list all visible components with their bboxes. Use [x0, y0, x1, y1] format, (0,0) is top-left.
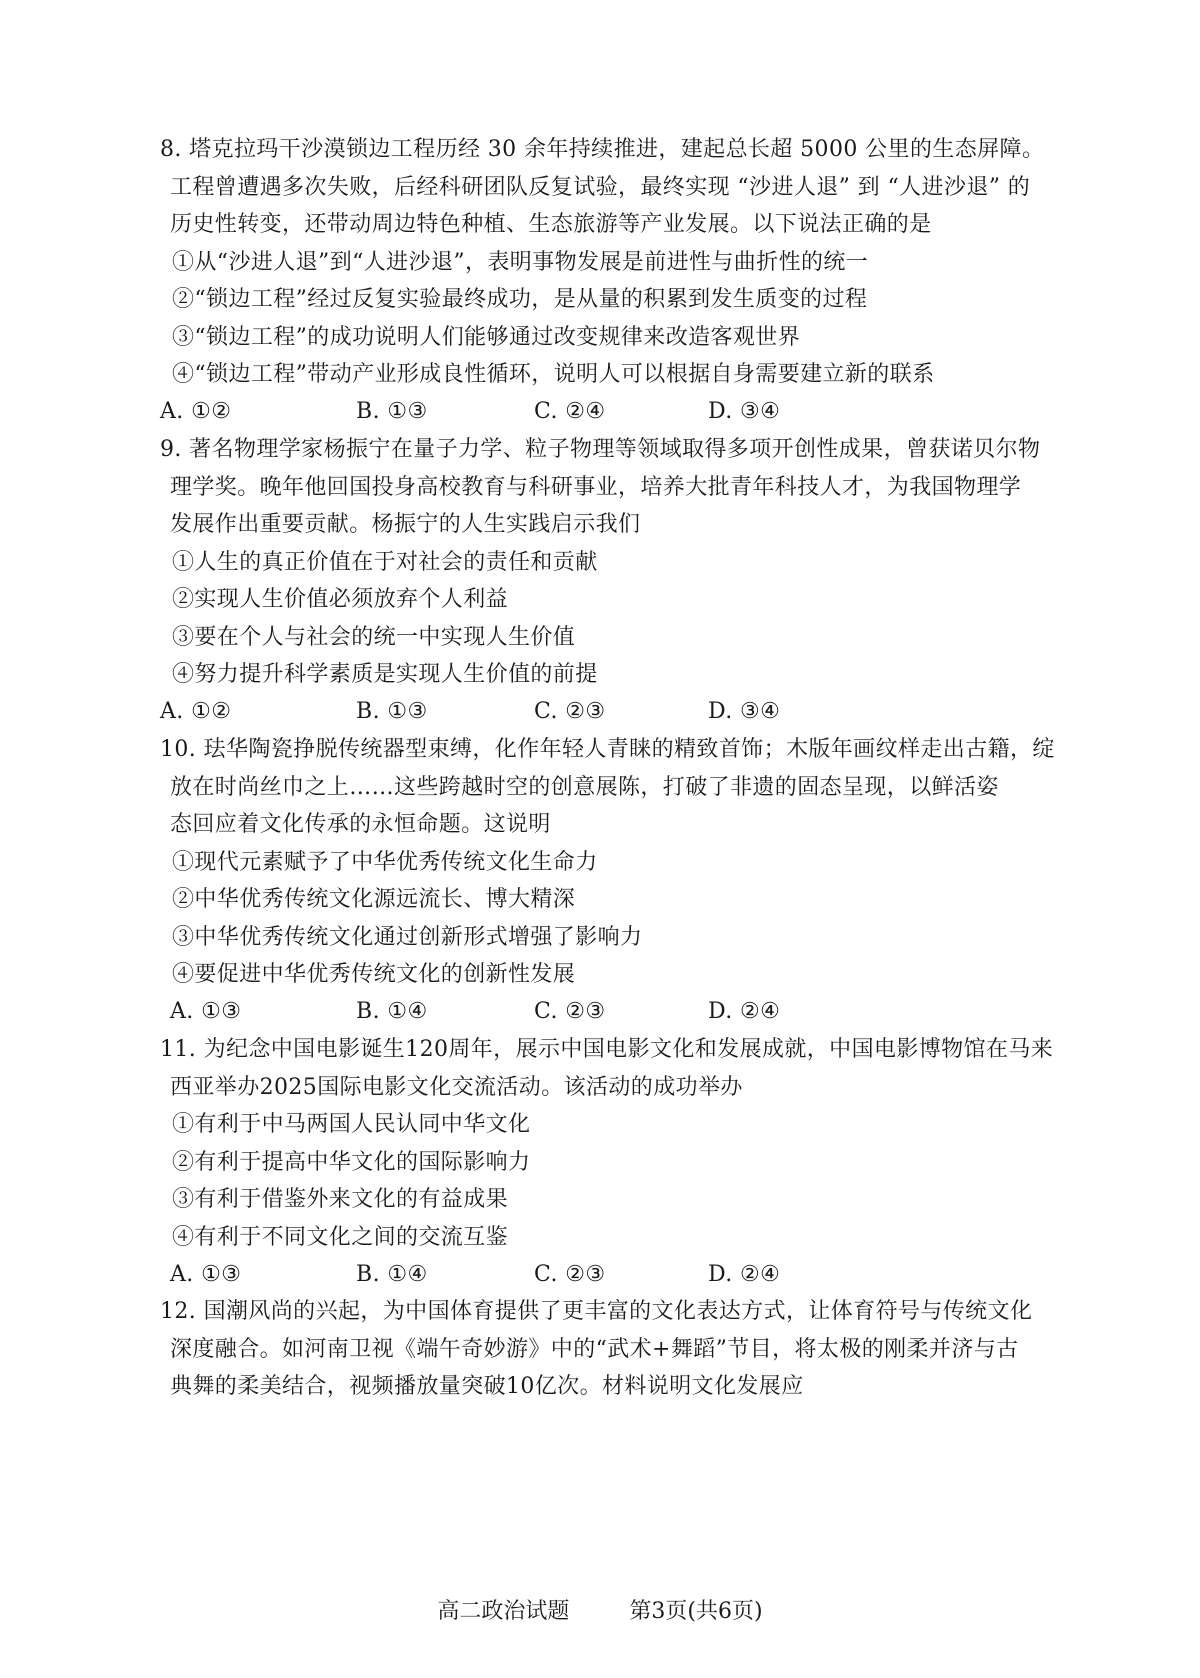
statement-option: ②实现人生价值必须放弃个人利益: [172, 587, 509, 612]
statement-option: ①现代元素赋予了中华优秀传统文化生命力: [172, 850, 598, 875]
statement-option: ④“锁边工程”带动产业形成良性循环，说明人可以根据自身需要建立新的联系: [172, 362, 935, 387]
question-stem-line: 放在时尚丝巾之上……这些跨越时空的创意展陈，打破了非遗的固态呈现，以鲜活姿: [170, 775, 999, 800]
choice-c: C. ②③: [534, 699, 606, 724]
statement-option: ①人生的真正价值在于对社会的责任和贡献: [172, 550, 598, 575]
choice-a: A. ①②: [160, 399, 232, 424]
choice-d: D. ③④: [708, 399, 781, 424]
footer-subject: 高二政治试题: [437, 1599, 570, 1624]
question-stem-line: 发展作出重要贡献。杨振宁的人生实践启示我们: [170, 512, 641, 537]
page-footer: [0, 1600, 1200, 1624]
choice-d: D. ②④: [708, 999, 781, 1024]
choice-a: A. ①②: [160, 699, 232, 724]
choice-c: C. ②④: [534, 399, 606, 424]
question-stem-line: 9. 著名物理学家杨振宁在量子力学、粒子物理等领域取得多项开创性成果，曾获诺贝尔物: [160, 437, 1041, 462]
question-stem-line: 西亚举办2025国际电影文化交流活动。该活动的成功举办: [170, 1075, 743, 1100]
statement-option: ②有利于提高中华文化的国际影响力: [172, 1150, 531, 1175]
statement-option: ③中华优秀传统文化通过创新形式增强了影响力: [172, 925, 643, 950]
statement-option: ④要促进中华优秀传统文化的创新性发展: [172, 962, 576, 987]
choice-c: C. ②③: [534, 1262, 606, 1287]
statement-option: ①有利于中马两国人民认同中华文化: [172, 1112, 531, 1137]
question-stem-line: 历史性转变，还带动周边特色种植、生态旅游等产业发展。以下说法正确的是: [170, 212, 932, 237]
choice-b: B. ①③: [356, 399, 428, 424]
choice-d: D. ③④: [708, 699, 781, 724]
statement-option: ④努力提升科学素质是实现人生价值的前提: [172, 662, 598, 687]
choice-b: B. ①③: [356, 699, 428, 724]
question-stem-line: 11. 为纪念中国电影诞生120周年，展示中国电影文化和发展成就，中国电影博物馆在马来: [160, 1037, 1054, 1062]
question-stem-line: 12. 国潮风尚的兴起，为中国体育提供了更丰富的文化表达方式，让体育符号与传统文化: [160, 1299, 1033, 1324]
statement-option: ②“锁边工程”经过反复实验最终成功，是从量的积累到发生质变的过程: [172, 287, 868, 312]
choice-a: A. ①③: [170, 999, 242, 1024]
question-stem-line: 工程曾遭遇多次失败，后经科研团队反复试验，最终实现 “沙进人退” 到 “人进沙退” 的: [170, 175, 1031, 200]
choice-b: B. ①④: [356, 999, 428, 1024]
choice-b: B. ①④: [356, 1262, 428, 1287]
question-stem-line: 理学奖。晚年他回国投身高校教育与科研事业，培养大批青年科技人才，为我国物理学: [170, 475, 1022, 500]
question-stem-line: 8. 塔克拉玛干沙漠锁边工程历经 30 余年持续推进，建起总长超 5000 公里的生态屏障。: [160, 137, 1045, 162]
footer-page-number: 第3页(共6页): [629, 1599, 763, 1624]
question-stem-line: 态回应着文化传承的永恒命题。这说明: [170, 812, 551, 837]
statement-option: ④有利于不同文化之间的交流互鉴: [172, 1225, 509, 1250]
statement-option: ②中华优秀传统文化源远流长、博大精深: [172, 887, 576, 912]
statement-option: ③“锁边工程”的成功说明人们能够通过改变规律来改造客观世界: [172, 325, 801, 350]
statement-option: ③有利于借鉴外来文化的有益成果: [172, 1187, 509, 1212]
choice-c: C. ②③: [534, 999, 606, 1024]
choice-d: D. ②④: [708, 1262, 781, 1287]
statement-option: ③要在个人与社会的统一中实现人生价值: [172, 625, 576, 650]
question-stem-line: 深度融合。如河南卫视《端午奇妙游》中的“武术+舞蹈”节目，将太极的刚柔并济与古: [170, 1337, 1019, 1362]
choice-a: A. ①③: [170, 1262, 242, 1287]
question-stem-line: 典舞的柔美结合，视频播放量突破10亿次。材料说明文化发展应: [170, 1374, 804, 1399]
question-stem-line: 10. 珐华陶瓷挣脱传统器型束缚，化作年轻人青睐的精致首饰；木版年画纹样走出古籍，绽: [160, 737, 1055, 762]
statement-option: ①从“沙进人退”到“人进沙退”，表明事物发展是前进性与曲折性的统一: [172, 250, 869, 275]
